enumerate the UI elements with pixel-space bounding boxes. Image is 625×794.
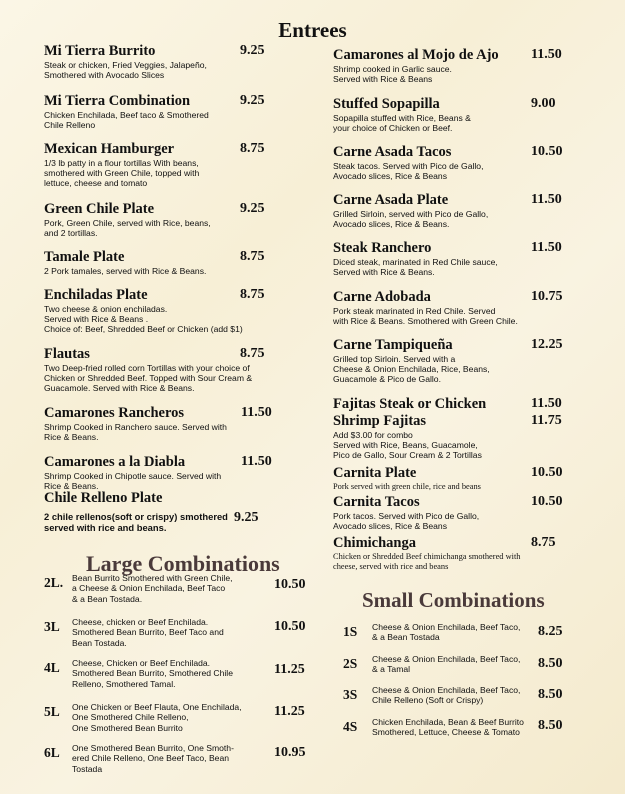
- item-price: 10.50: [531, 465, 563, 480]
- item-description: Diced steak, marinated in Red Chile sauce, Served with Rice & Beans.: [333, 257, 498, 278]
- item-price: 8.75: [531, 535, 556, 550]
- combo-item: [44, 702, 314, 738]
- item-description: Two Deep-fried rolled corn Tortillas with your choice of Chicken or Shredded Beef. Topped with Sour Cream & Guacamole. Served with Rice & Beans.: [44, 363, 253, 394]
- item-name: Chimichanga: [333, 535, 416, 551]
- item-price: 8.75: [240, 346, 265, 361]
- menu-item: [44, 346, 294, 394]
- item-description: 2 chile rellenos(soft or crispy) smothered served with rice and beans.: [44, 511, 228, 533]
- item-price: 10.75: [531, 289, 563, 304]
- menu-item: [44, 201, 284, 238]
- combo-item: [44, 658, 314, 694]
- entrees-heading: Entrees: [278, 18, 347, 42]
- item-name: Mexican Hamburger: [44, 141, 175, 157]
- item-price: 11.50: [241, 454, 272, 469]
- combo-description: Cheese, Chicken or Beef Enchilada. Smothered Bean Burrito, Smothered Chile Relleno, Smothered Tamal.: [72, 658, 233, 689]
- combo-price: 11.25: [274, 662, 305, 677]
- combo-item: [343, 717, 583, 741]
- menu-item: [44, 141, 284, 189]
- large-combinations-heading: Large Combinations: [86, 551, 280, 576]
- combo-price: 8.25: [538, 624, 563, 639]
- item-price: 9.00: [531, 96, 556, 111]
- item-description: 2 Pork tamales, served with Rice & Beans.: [44, 266, 207, 276]
- item-name: Carne Asada Plate: [333, 192, 449, 208]
- menu-item: [333, 465, 573, 492]
- combo-price: 10.50: [274, 619, 306, 634]
- menu-item: [333, 337, 573, 385]
- item-price: 9.25: [240, 43, 265, 58]
- item-price: 11.50: [531, 240, 562, 255]
- menu-item: [333, 192, 573, 229]
- item-description: Shrimp Cooked in Chipotle sauce. Served with Rice & Beans.: [44, 471, 222, 492]
- item-price: 11.50: [531, 396, 562, 411]
- menu-item: [44, 287, 284, 335]
- combo-item: [44, 617, 314, 653]
- combo-code: 2L.: [44, 575, 64, 590]
- combo-price: 10.50: [274, 577, 306, 592]
- item-description: 1/3 lb patty in a flour tortillas With beans, smothered with Green Chile, topped with lettuce, cheese and tomato: [44, 158, 200, 189]
- item-price: 12.25: [531, 337, 563, 352]
- combo-code: 4L: [44, 660, 60, 675]
- combo-item: [44, 743, 314, 779]
- combo-description: One Chicken or Beef Flauta, One Enchilada, One Smothered Chile Relleno, One Smothered Bean Burrito: [72, 702, 242, 733]
- combo-code: 2S: [343, 656, 358, 671]
- combo-price: 8.50: [538, 656, 563, 671]
- item-name: Fajitas Steak or Chicken: [333, 396, 487, 412]
- item-name: Tamale Plate: [44, 249, 125, 265]
- item-description: Sopapilla stuffed with Rice, Beans & your choice of Chicken or Beef.: [333, 113, 471, 134]
- menu-item: [333, 240, 573, 277]
- combo-price: 8.50: [538, 718, 563, 733]
- item-name: Camarones a la Diabla: [44, 454, 186, 470]
- item-price: 11.50: [531, 47, 562, 62]
- combo-code: 5L: [44, 704, 60, 719]
- item-description: Pork tacos. Served with Pico de Gallo, Avocado slices, Rice & Beans: [333, 511, 480, 532]
- item-price: 9.25: [240, 201, 265, 216]
- item-price: 8.75: [240, 287, 265, 302]
- item-description: Pork steak marinated in Red Chile. Served with Rice & Beans. Smothered with Green Chile.: [333, 306, 518, 327]
- item-name: Flautas: [44, 346, 90, 362]
- combo-code: 3S: [343, 687, 358, 702]
- menu-item: [333, 396, 573, 412]
- combo-price: 8.50: [538, 687, 563, 702]
- menu-item: [44, 490, 294, 533]
- item-description: Two cheese & onion enchiladas. Served with Rice & Beans . Choice of: Beef, Shredded Beef or Chicken (add $1): [44, 304, 243, 335]
- item-name: Camarones Rancheros: [44, 405, 185, 421]
- item-description: Pork served with green chile, rice and beans: [333, 482, 481, 491]
- combo-description: Cheese, chicken or Beef Enchilada. Smothered Bean Burrito, Beef Taco and Bean Tostada.: [72, 617, 224, 648]
- item-name: Shrimp Fajitas: [333, 413, 427, 429]
- item-price: 10.50: [531, 144, 563, 159]
- item-description: Add $3.00 for combo Served with Rice, Beans, Guacamole, Pico de Gallo, Sour Cream & 2 Tortillas: [333, 430, 482, 461]
- item-description: Chicken or Shredded Beef chimichanga smothered with cheese, served with rice and beans: [333, 552, 521, 572]
- item-price: 10.50: [531, 494, 563, 509]
- menu-item: [333, 144, 573, 181]
- item-description: Steak or chicken, Fried Veggies, Jalapeño, Smothered with Avocado Slices: [44, 60, 207, 81]
- item-name: Enchiladas Plate: [44, 287, 148, 303]
- item-description: Grilled top Sirloin. Served with a Cheese & Onion Enchilada, Rice, Beans, Guacamole & Pico de Gallo.: [333, 354, 490, 385]
- item-price: 8.75: [240, 249, 265, 264]
- item-name: Green Chile Plate: [44, 201, 155, 217]
- menu-item: [333, 47, 573, 84]
- item-description: Steak tacos. Served with Pico de Gallo, Avocado slices, Rice & Beans: [333, 161, 484, 182]
- menu-item: [333, 535, 583, 572]
- menu-item: [44, 454, 284, 491]
- item-name: Carne Tampiqueña: [333, 337, 453, 353]
- item-price: 11.75: [531, 413, 562, 428]
- combo-item: [343, 654, 583, 678]
- item-name: Carne Adobada: [333, 289, 431, 305]
- item-price: 8.75: [240, 141, 265, 156]
- combo-description: Bean Burrito Smothered with Green Chile, a Cheese & Onion Enchilada, Beef Taco & a Bean Tostada.: [72, 573, 233, 604]
- item-description: Pork, Green Chile, served with Rice, beans, and 2 tortillas.: [44, 218, 211, 239]
- combo-code: 4S: [343, 719, 358, 734]
- combo-description: Cheese & Onion Enchilada, Beef Taco, & a Tamal: [372, 654, 521, 675]
- small-combinations-heading: Small Combinations: [362, 588, 545, 612]
- combo-description: Cheese & Onion Enchilada, Beef Taco, & a Bean Tostada: [372, 622, 521, 643]
- menu-item: [44, 249, 284, 276]
- combo-code: 6L: [44, 745, 60, 760]
- item-name: Carne Asada Tacos: [333, 144, 452, 160]
- item-price: 9.25: [234, 510, 259, 525]
- menu-item: [333, 289, 583, 326]
- item-price: 11.50: [531, 192, 562, 207]
- item-price: 9.25: [240, 93, 265, 108]
- item-description: Chicken Enchilada, Beef taco & Smothered Chile Relleno: [44, 110, 209, 131]
- item-name: Steak Ranchero: [333, 240, 432, 256]
- item-name: Mi Tierra Combination: [44, 93, 191, 109]
- combo-code: 1S: [343, 624, 358, 639]
- combo-item: [343, 685, 583, 709]
- item-name: Mi Tierra Burrito: [44, 43, 156, 59]
- menu-item: [44, 93, 284, 130]
- item-description: Shrimp Cooked in Ranchero sauce. Served with Rice & Beans.: [44, 422, 227, 443]
- item-name: Carnita Plate: [333, 465, 417, 481]
- combo-price: 11.25: [274, 704, 305, 719]
- item-description: Shrimp cooked in Garlic sauce. Served with Rice & Beans: [333, 64, 452, 85]
- item-description: Grilled Sirloin, served with Pico de Gallo, Avocado slices, Rice & Beans.: [333, 209, 489, 230]
- menu-item: [44, 43, 284, 80]
- item-price: 11.50: [241, 405, 272, 420]
- menu-item: [333, 413, 573, 461]
- item-name: Stuffed Sopapilla: [333, 96, 440, 112]
- item-name: Chile Relleno Plate: [44, 490, 163, 506]
- combo-price: 10.95: [274, 745, 306, 760]
- item-name: Carnita Tacos: [333, 494, 420, 510]
- menu-item: [333, 96, 573, 133]
- combo-code: 3L: [44, 619, 60, 634]
- combo-description: Chicken Enchilada, Bean & Beef Burrito Smothered, Lettuce, Cheese & Tomato: [372, 717, 524, 738]
- combo-item: [343, 622, 583, 646]
- combo-description: One Smothered Bean Burrito, One Smoth- ered Chile Relleno, One Beef Taco, Bean Tostada: [72, 743, 234, 774]
- item-name: Camarones al Mojo de Ajo: [333, 47, 499, 63]
- combo-description: Cheese & Onion Enchilada, Beef Taco, Chile Relleno (Soft or Crispy): [372, 685, 521, 706]
- combo-item: [44, 573, 314, 609]
- menu-item: [44, 405, 284, 442]
- menu-item: [333, 494, 573, 531]
